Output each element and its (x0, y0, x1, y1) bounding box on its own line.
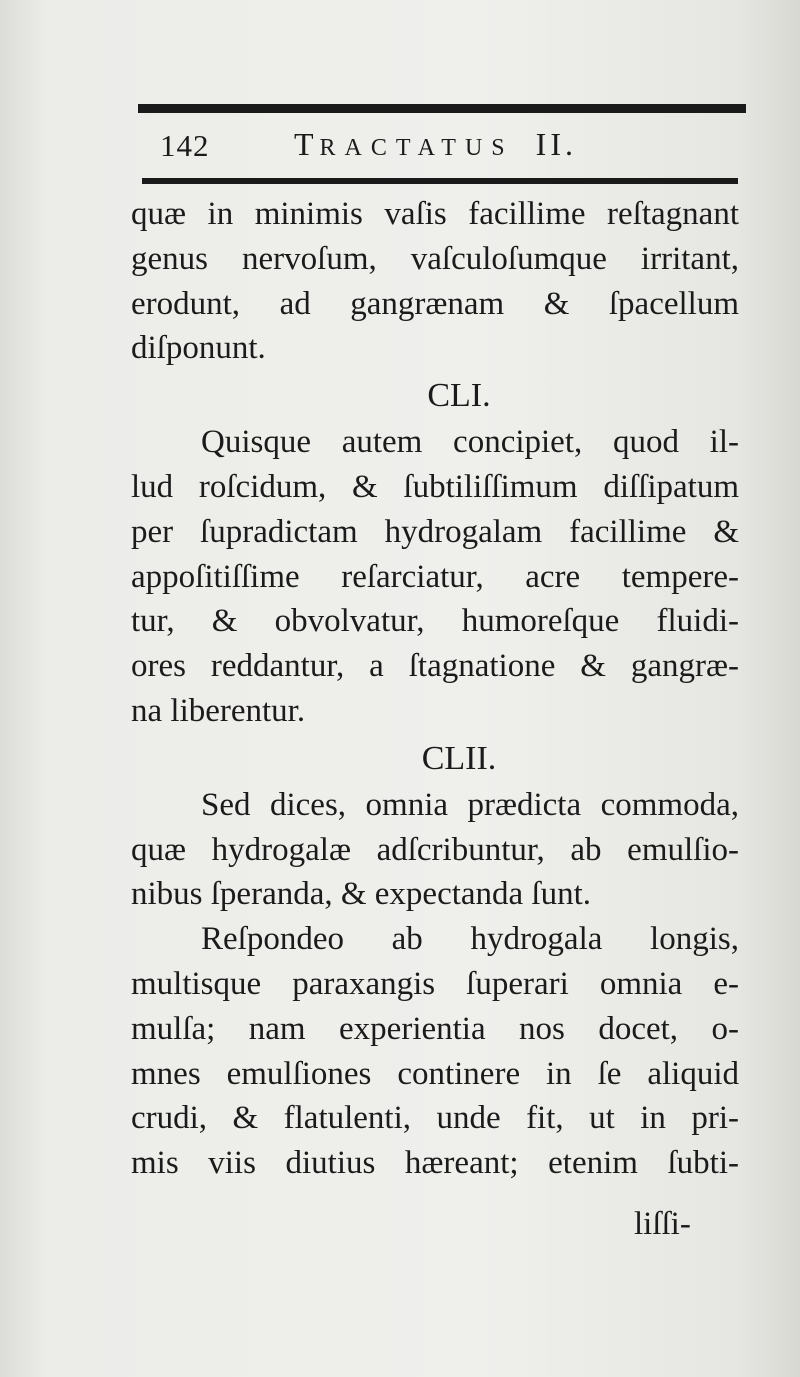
text-line: Quisque autem concipiet, quod il- (201, 424, 739, 461)
text-line: mis viis diutius hæreant; etenim ſubti- (131, 1145, 739, 1182)
text-line: ores reddantur, a ſtagnatione & gangræ- (131, 648, 739, 685)
text-line: multisque paraxangis ſuperari omnia e- (131, 965, 739, 1002)
running-title-rest: RACTATUS (319, 135, 514, 161)
text-line: appoſitiſſime reſarciatur, acre tempere- (131, 558, 739, 595)
text-line: nibus ſperanda, & expectanda ſunt. (131, 876, 592, 913)
header-rule-top (138, 104, 746, 113)
text-line: genus nervoſum, vaſculoſumque irritant, (131, 240, 739, 277)
text-line: crudi, & flatulenti, unde fit, ut in pri- (131, 1100, 739, 1137)
text-line: Reſpondeo ab hydrogala longis, (201, 921, 739, 958)
text-line: tur, & obvolvatur, humoreſque fluidi- (131, 603, 739, 640)
text-line: mnes emulſiones continere in ſe aliquid (131, 1055, 739, 1092)
text-line: lud roſcidum, & ſubtiliſſimum diſſipatum (131, 468, 739, 505)
text-line: per ſupradictam hydrogalam facillime & (131, 513, 739, 550)
text-line: mulſa; nam experientia nos docet, o- (131, 1010, 739, 1047)
page-number: 142 (160, 128, 210, 163)
header-rule-bottom (142, 178, 738, 184)
catchword: liſſi- (634, 1206, 691, 1242)
running-title (294, 126, 577, 163)
running-title-initial: T (294, 126, 320, 162)
text-line: diſponunt. (131, 330, 266, 367)
running-header (138, 118, 738, 172)
text-line: erodunt, ad gangrænam & ſpacellum (131, 285, 739, 322)
section-heading-clii: CLII. (421, 739, 497, 777)
running-title-numeral: II. (535, 126, 577, 162)
text-line: quæ in minimis vaſis facillime reſtagnant (131, 196, 739, 232)
text-line: na liberentur. (131, 692, 306, 729)
text-line: quæ hydrogalæ adſcribuntur, ab emulſio- (131, 831, 739, 868)
section-heading-cli: CLI. (427, 377, 491, 415)
text-line: Sed dices, omnia prædicta commoda, (201, 786, 739, 823)
body-text (131, 192, 739, 1186)
